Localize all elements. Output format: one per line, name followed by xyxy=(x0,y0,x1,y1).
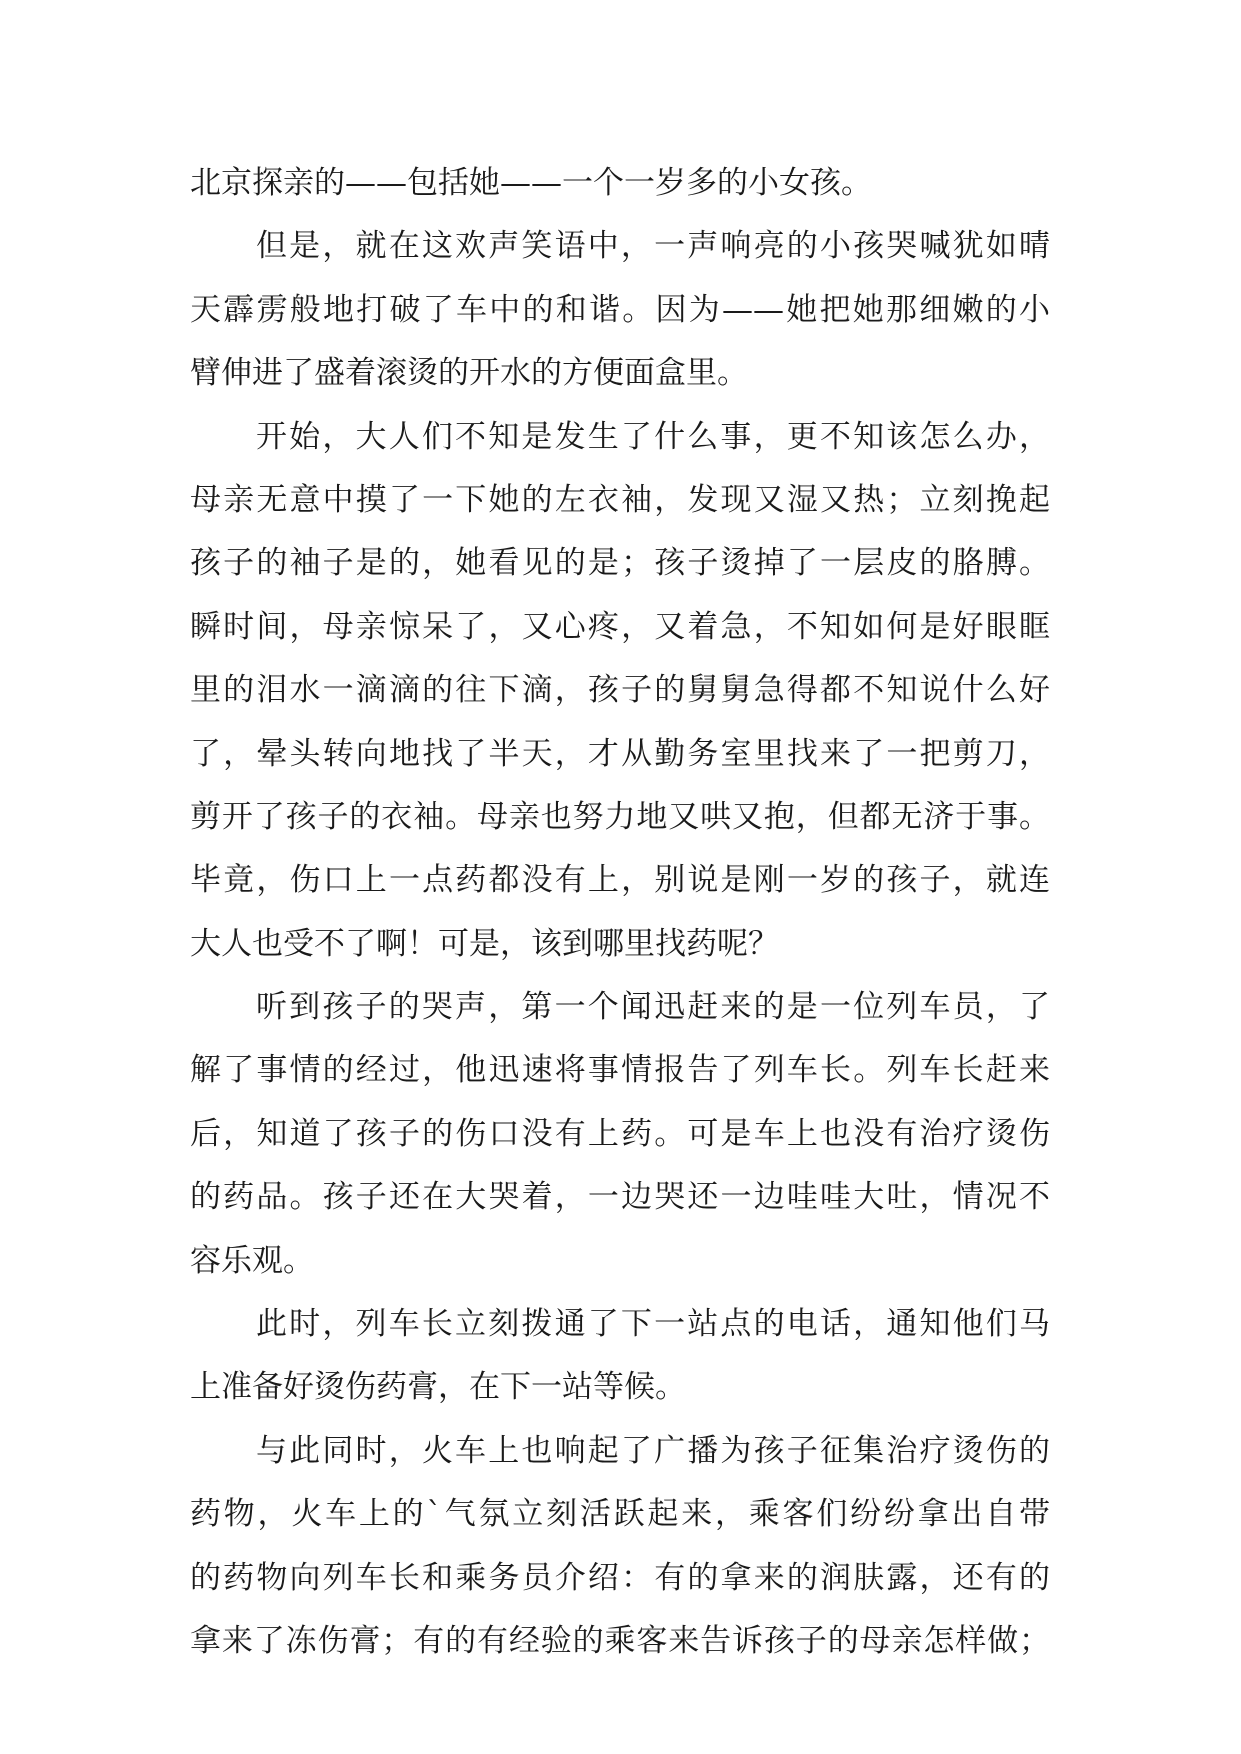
text-line: 孩子的袖子是的，她看见的是；孩子烫掉了一层皮的胳膊。 xyxy=(190,545,1050,582)
text-line: 的药物向列车长和乘务员介绍：有的拿来的润肤露，还有的 xyxy=(190,1559,1050,1596)
text-line: 剪开了孩子的衣袖。母亲也努力地又哄又抱，但都无济于事。 xyxy=(190,798,1050,835)
text-line: 开始，大人们不知是发生了什么事，更不知该怎么办， xyxy=(256,418,1050,455)
text-line: 此时，列车长立刻拨通了下一站点的电话，通知他们马 xyxy=(256,1306,1050,1343)
text-line: 臂伸进了盛着滚烫的开水的方便面盒里。 xyxy=(190,355,748,392)
text-line: 拿来了冻伤膏；有的有经验的乘客来告诉孩子的母亲怎样做； xyxy=(190,1622,1050,1659)
text-line: 毕竟，伤口上一点药都没有上，别说是刚一岁的孩子，就连 xyxy=(190,862,1050,899)
text-line: 上准备好烫伤药膏，在下一站等候。 xyxy=(190,1369,686,1406)
text-line: 后，知道了孩子的伤口没有上药。可是车上也没有治疗烫伤 xyxy=(190,1115,1050,1152)
text-line: 听到孩子的哭声，第一个闻迅赶来的是一位列车员，了 xyxy=(256,989,1050,1026)
text-line: 里的泪水一滴滴的往下滴，孩子的舅舅急得都不知说什么好 xyxy=(190,672,1050,709)
text-line: 容乐观。 xyxy=(190,1242,314,1279)
text-line: 大人也受不了啊！可是，该到哪里找药呢？ xyxy=(190,925,779,962)
text-line: 瞬时间，母亲惊呆了，又心疼，又着急，不知如何是好眼眶 xyxy=(190,608,1050,645)
text-line: 药物，火车上的`气氛立刻活跃起来，乘客们纷纷拿出自带 xyxy=(190,1496,1050,1533)
text-line: 北京探亲的——包括她——一个一岁多的小女孩。 xyxy=(190,165,872,201)
text-line: 母亲无意中摸了一下她的左衣袖，发现又湿又热；立刻挽起 xyxy=(190,481,1050,518)
text-line: 但是，就在这欢声笑语中，一声响亮的小孩哭喊犹如晴 xyxy=(256,228,1050,265)
text-line: 与此同时，火车上也响起了广播为孩子征集治疗烫伤的 xyxy=(256,1432,1050,1469)
text-line: 了，晕头转向地找了半天，才从勤务室里找来了一把剪刀， xyxy=(190,735,1050,772)
text-line: 的药品。孩子还在大哭着，一边哭还一边哇哇大吐，情况不 xyxy=(190,1179,1050,1216)
document-body-text xyxy=(190,152,1050,1673)
text-line: 解了事情的经过，他迅速将事情报告了列车长。列车长赶来 xyxy=(190,1052,1050,1089)
text-line: 天霹雳般地打破了车中的和谐。因为——她把她那细嫩的小 xyxy=(190,291,1050,328)
